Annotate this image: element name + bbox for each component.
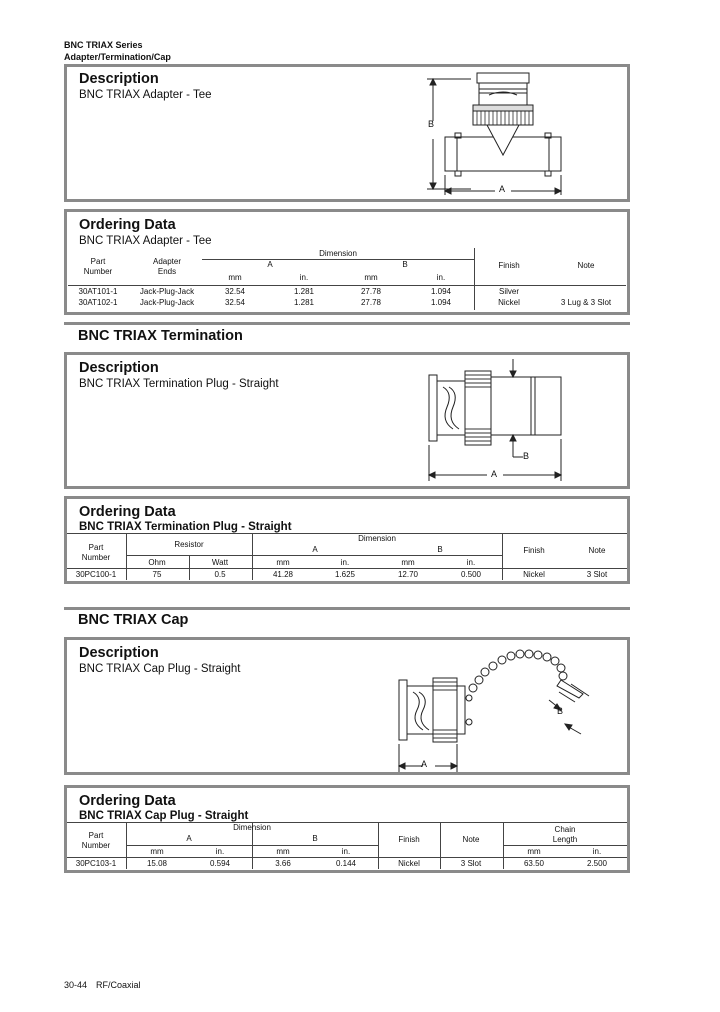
- page-number: 30-44: [64, 980, 88, 990]
- tee-col-part: Part Number: [83, 257, 113, 276]
- tee-col-b: B: [402, 260, 408, 269]
- termination-unit-b-mm: mm: [401, 558, 415, 567]
- section-divider: [64, 322, 630, 325]
- b-mm: 27.78: [360, 298, 382, 307]
- cap-unit-b-mm: mm: [276, 847, 290, 856]
- cap-col-dimension: Dimension: [233, 823, 271, 832]
- finish: Nickel: [523, 570, 545, 579]
- termination-col-note: Note: [588, 546, 606, 555]
- termination-unit-a-mm: mm: [276, 558, 290, 567]
- tee-description-heading: Description: [79, 71, 159, 87]
- tee-unit-b-in: in.: [436, 273, 446, 282]
- tee-dim-a-label: A: [499, 184, 506, 194]
- tee-ordering-heading: Ordering Data: [79, 217, 176, 233]
- cap-unit-chain-mm: mm: [527, 847, 541, 856]
- b-in: 1.094: [430, 298, 452, 307]
- a-mm: 32.54: [224, 298, 246, 307]
- note: 3 Lug & 3 Slot: [560, 298, 612, 307]
- adapter-ends: Jack-Plug-Jack: [139, 287, 195, 296]
- cap-unit-a-in: in.: [215, 847, 225, 856]
- a-mm: 32.54: [224, 287, 246, 296]
- tee-unit-b-mm: mm: [364, 273, 378, 282]
- part-number: 30AT101-1: [78, 287, 118, 296]
- termination-unit-a-in: in.: [340, 558, 350, 567]
- termination-col-watt: Watt: [211, 558, 229, 567]
- a-in: 0.594: [209, 859, 231, 868]
- category-title: Adapter/Termination/Cap: [64, 52, 171, 62]
- tee-col-finish: Finish: [498, 261, 520, 270]
- termination-dim-b-label: B: [523, 451, 530, 461]
- b-in: 0.144: [335, 859, 357, 868]
- finish: Silver: [498, 287, 520, 296]
- part-number: 30AT102-1: [78, 298, 118, 307]
- termination-col-part: Part Number: [81, 543, 111, 562]
- termination-col-b: B: [437, 545, 443, 554]
- a-in: 1.281: [293, 287, 315, 296]
- series-title: BNC TRIAX Series: [64, 40, 143, 50]
- cap-description-panel: [64, 637, 630, 775]
- note: 3 Slot: [460, 859, 482, 868]
- b-mm: 12.70: [397, 570, 419, 579]
- termination-col-dimension: Dimension: [358, 534, 396, 543]
- cap-unit-b-in: in.: [341, 847, 351, 856]
- termination-col-resistor: Resistor: [174, 540, 204, 549]
- a-in: 1.625: [334, 570, 356, 579]
- b-in: 0.500: [460, 570, 482, 579]
- cap-plug-drawing: [389, 644, 609, 774]
- tee-dim-b-label: B: [428, 119, 435, 129]
- tee-col-a: A: [267, 260, 273, 269]
- termination-ordering-heading: Ordering Data: [79, 504, 176, 520]
- tee-col-dimension: Dimension: [319, 249, 357, 258]
- cap-section-title: BNC TRIAX Cap: [78, 612, 189, 628]
- cap-description-heading: Description: [79, 645, 159, 661]
- termination-col-finish: Finish: [523, 546, 545, 555]
- adapter-ends: Jack-Plug-Jack: [139, 298, 195, 307]
- cap-col-chain: Chain Length: [552, 825, 578, 844]
- tee-col-adapter: Adapter Ends: [152, 257, 182, 276]
- termination-plug-drawing: [419, 357, 579, 487]
- termination-unit-b-in: in.: [466, 558, 476, 567]
- termination-ordering-subtitle: BNC TRIAX Termination Plug - Straight: [79, 521, 292, 533]
- part-number: 30PC103-1: [75, 859, 117, 868]
- tee-description-panel: [64, 64, 630, 202]
- cap-col-b: B: [312, 834, 318, 843]
- termination-description-heading: Description: [79, 360, 159, 376]
- cap-description-text: BNC TRIAX Cap Plug - Straight: [79, 663, 241, 675]
- section-divider: [64, 607, 630, 610]
- chain-mm: 63.50: [523, 859, 545, 868]
- termination-description-text: BNC TRIAX Termination Plug - Straight: [79, 378, 279, 390]
- finish: Nickel: [498, 298, 520, 307]
- termination-col-a: A: [312, 545, 318, 554]
- tee-col-note: Note: [577, 261, 595, 270]
- cap-col-finish: Finish: [398, 835, 420, 844]
- finish: Nickel: [398, 859, 420, 868]
- tee-adapter-drawing: [417, 71, 607, 199]
- termination-section-title: BNC TRIAX Termination: [78, 328, 243, 344]
- termination-col-ohm: Ohm: [148, 558, 166, 567]
- tee-unit-a-mm: mm: [228, 273, 242, 282]
- footer-section: RF/Coaxial: [96, 980, 141, 990]
- tee-ordering-subtitle: BNC TRIAX Adapter - Tee: [79, 235, 212, 247]
- tee-description-text: BNC TRIAX Adapter - Tee: [79, 89, 212, 101]
- b-mm: 27.78: [360, 287, 382, 296]
- note: 3 Slot: [586, 570, 608, 579]
- cap-col-note: Note: [462, 835, 480, 844]
- a-mm: 41.28: [272, 570, 294, 579]
- cap-ordering-heading: Ordering Data: [79, 793, 176, 809]
- watt: 0.5: [214, 570, 226, 579]
- termination-description-panel: [64, 352, 630, 489]
- cap-col-part: Part Number: [81, 831, 111, 850]
- cap-ordering-subtitle: BNC TRIAX Cap Plug - Straight: [79, 810, 249, 822]
- cap-unit-chain-in: in.: [592, 847, 602, 856]
- a-mm: 15.08: [146, 859, 168, 868]
- a-in: 1.281: [293, 298, 315, 307]
- b-mm: 3.66: [275, 859, 291, 868]
- tee-unit-a-in: in.: [299, 273, 309, 282]
- cap-dim-b-label: B: [557, 706, 564, 716]
- b-in: 1.094: [430, 287, 452, 296]
- ohm: 75: [152, 570, 162, 579]
- termination-dim-a-label: A: [491, 469, 498, 479]
- cap-dim-a-label: A: [421, 759, 428, 769]
- chain-in: 2.500: [586, 859, 608, 868]
- cap-unit-a-mm: mm: [150, 847, 164, 856]
- part-number: 30PC100-1: [75, 570, 117, 579]
- cap-col-a: A: [186, 834, 192, 843]
